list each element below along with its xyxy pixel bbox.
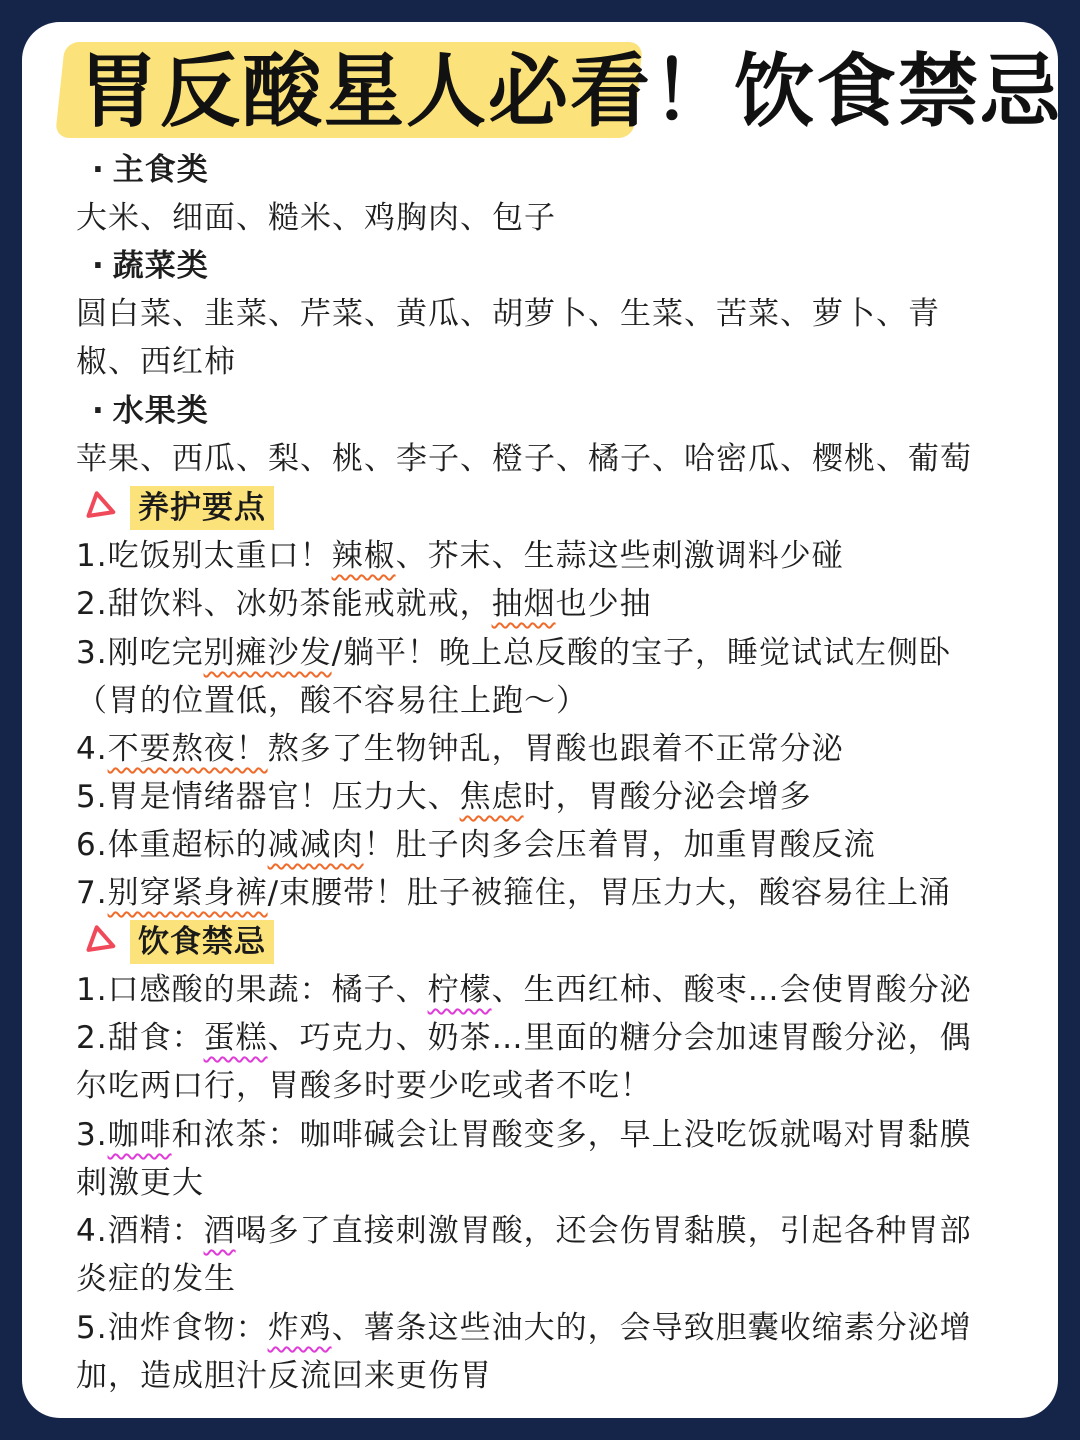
care-point-1: 1.吃饭别太重口！辣椒、芥末、生蒜这些刺激调料少碰 bbox=[76, 538, 844, 574]
taboo-item-4: 4.酒精：酒喝多了直接刺激胃酸，还会伤胃黏膜，引起各种胃部 bbox=[76, 1213, 972, 1249]
category-vegetable-items-2: 椒、西红柿 bbox=[76, 344, 236, 380]
care-point-3: 3.刚吃完别瘫沙发/躺平！晚上总反酸的宝子，睡觉试试左侧卧 bbox=[76, 635, 952, 671]
taboo-item-3: 3.咖啡和浓茶：咖啡碱会让胃酸变多，早上没吃饭就喝对胃黏膜 bbox=[76, 1117, 972, 1153]
taboo-item-5: 5.油炸食物：炸鸡、薯条这些油大的，会导致胆囊收缩素分泌增 bbox=[76, 1310, 972, 1346]
care-section-header bbox=[84, 486, 274, 530]
care-point-6: 6.体重超标的减减肉！肚子肉多会压着胃，加重胃酸反流 bbox=[76, 827, 876, 863]
care-point-2: 2.甜饮料、冰奶茶能戒就戒，抽烟也少抽 bbox=[76, 586, 652, 622]
category-fruit: · 水果类 bbox=[92, 393, 209, 429]
category-vegetable-items-1: 圆白菜、韭菜、芹菜、黄瓜、胡萝卜、生菜、苦菜、萝卜、青 bbox=[76, 296, 940, 332]
category-fruit-items: 苹果、西瓜、梨、桃、李子、橙子、橘子、哈密瓜、樱桃、葡萄 bbox=[76, 441, 972, 477]
care-section-title: 养护要点 bbox=[130, 486, 274, 530]
care-point-4: 4.不要熬夜！熬多了生物钟乱，胃酸也跟着不正常分泌 bbox=[76, 731, 844, 767]
taboo-item-3-cont: 刺激更大 bbox=[76, 1165, 204, 1201]
category-staple: · 主食类 bbox=[92, 152, 209, 188]
taboo-section-header bbox=[84, 920, 274, 964]
category-vegetable: · 蔬菜类 bbox=[92, 248, 209, 284]
taboo-item-2: 2.甜食：蛋糕、巧克力、奶茶…里面的糖分会加速胃酸分泌，偶 bbox=[76, 1020, 972, 1056]
category-staple-items: 大米、细面、糙米、鸡胸肉、包子 bbox=[76, 200, 556, 236]
taboo-item-1: 1.口感酸的果蔬：橘子、柠檬、生西红柿、酸枣…会使胃酸分泌 bbox=[76, 972, 972, 1008]
care-point-7: 7.别穿紧身裤/束腰带！肚子被箍住，胃压力大，酸容易往上涌 bbox=[76, 875, 952, 911]
taboo-section-title: 饮食禁忌 bbox=[130, 920, 274, 964]
warning-triangle-icon bbox=[84, 490, 120, 526]
page-title: 胃反酸星人必看！饮食禁忌 bbox=[78, 45, 1062, 138]
care-point-5: 5.胃是情绪器官！压力大、焦虑时，胃酸分泌会增多 bbox=[76, 779, 812, 815]
taboo-item-2-cont: 尔吃两口行，胃酸多时要少吃或者不吃！ bbox=[76, 1068, 652, 1104]
warning-triangle-icon bbox=[84, 924, 120, 960]
taboo-item-4-cont: 炎症的发生 bbox=[76, 1261, 236, 1297]
taboo-item-5-cont: 加，造成胆汁反流回来更伤胃 bbox=[76, 1358, 492, 1394]
care-point-3-cont: （胃的位置低，酸不容易往上跑～） bbox=[76, 683, 588, 719]
